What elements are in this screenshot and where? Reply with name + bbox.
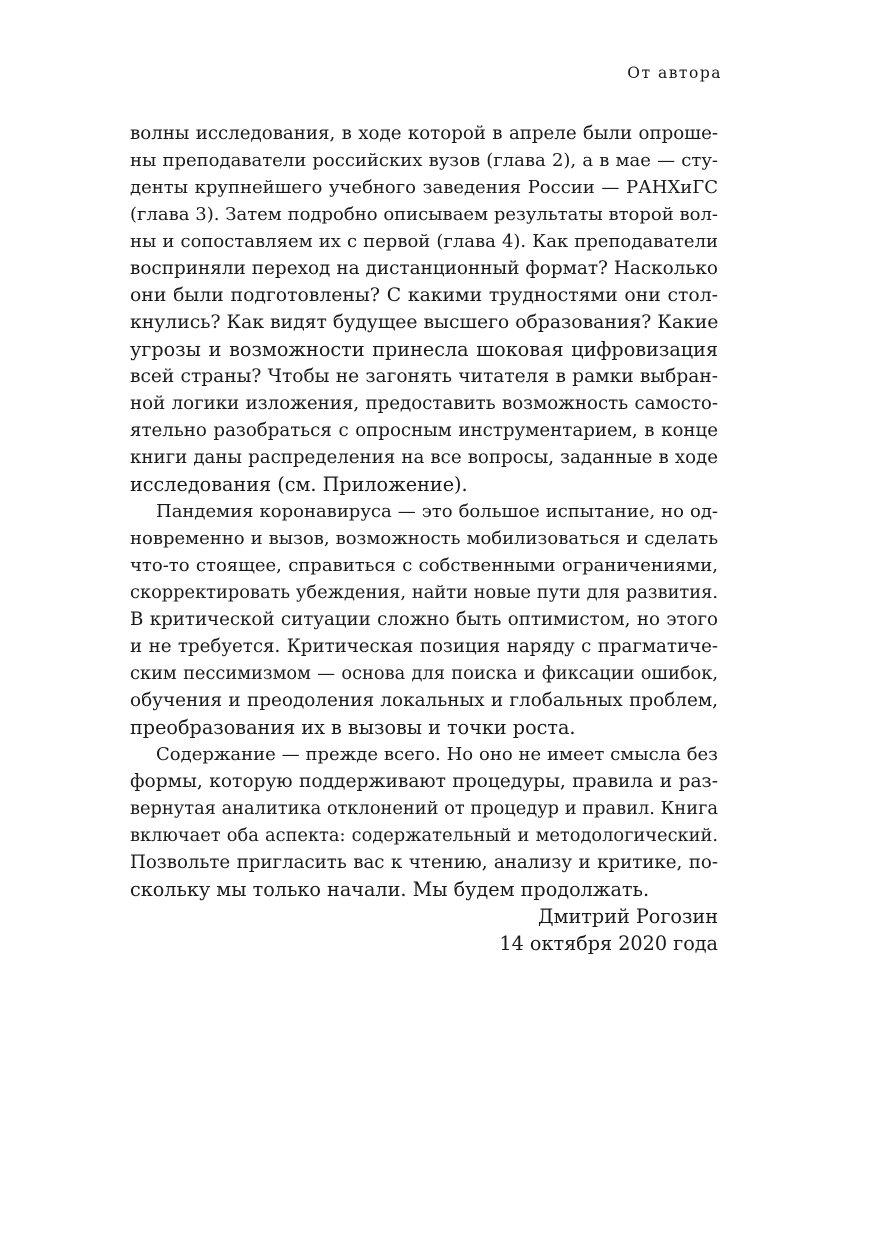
text-line: обучения и преодоления локальных и глобальных проблем, xyxy=(130,690,718,711)
text-line: формы, которую поддерживают процедуры, правила и раз- xyxy=(130,771,718,792)
text-line: волны исследования, в ходе которой в апреле были опроше- xyxy=(130,123,718,144)
signature-author: Дмитрий Рогозин xyxy=(538,905,718,928)
signature xyxy=(130,903,718,957)
text-line: вернутая аналитика отклонений от процедур и правил. Книга xyxy=(130,798,718,819)
text-line: и не требуется. Критическая позиция наряду с прагматиче- xyxy=(130,636,718,657)
text-line: денты крупнейшего учебного заведения России — РАНХиГС xyxy=(130,177,718,198)
text-line: они были подготовлены? С какими трудностями они стол- xyxy=(130,285,718,306)
text-line: Пандемия коронавируса — это большое испытание, но од- xyxy=(156,501,718,522)
text-line: Позвольте пригласить вас к чтению, анализу и критике, по- xyxy=(130,852,718,873)
text-line: всей страны? Чтобы не загонять читателя в рамки выбран- xyxy=(130,366,718,387)
text-line: ским пессимизмом — основа для поиска и фиксации ошибок, xyxy=(130,663,718,684)
text-line: (глава 3). Затем подробно описываем результаты второй вол- xyxy=(130,204,718,225)
signature-date: 14 октября 2020 года xyxy=(499,932,718,955)
text-line: В критической ситуации сложно быть оптимистом, но этого xyxy=(130,609,718,630)
text-line: книги даны распределения на все вопросы, заданные в ходе xyxy=(130,447,718,468)
text-line: скольку мы только начали. Мы будем продолжать. xyxy=(130,878,650,901)
text-line: включает оба аспекта: содержательный и методологический. xyxy=(130,825,718,846)
text-line: новременно и вызов, возможность мобилизоваться и сделать xyxy=(130,528,718,549)
text-line: скорректировать убеждения, найти новые пути для развития. xyxy=(130,582,718,603)
paragraph-3 xyxy=(130,741,718,903)
text-line: что-то стоящее, справиться с собственными ограничениями, xyxy=(130,555,718,576)
text-line: угрозы и возможности принесла шоковая цифровизация xyxy=(130,338,718,361)
paragraph-2 xyxy=(130,498,718,741)
text-line: ной логики изложения, предоставить возможность самосто- xyxy=(130,393,718,414)
text-line: исследования (см. Приложение). xyxy=(130,473,468,496)
text-line: кнулись? Как видят будущее высшего образования? Какие xyxy=(130,312,719,333)
text-line: ны преподаватели российских вузов (глава 2), а в мае — сту- xyxy=(130,150,718,171)
text-line: Содержание — прежде всего. Но оно не имеет смысла без xyxy=(156,744,718,765)
text-line: преобразования их в вызовы и точки роста. xyxy=(130,716,576,739)
paragraph-1 xyxy=(130,120,718,498)
text-line: восприняли переход на дистанционный формат? Насколько xyxy=(130,258,718,279)
text-line: ятельно разобраться с опросным инструментарием, в конце xyxy=(130,420,718,441)
body-text xyxy=(130,120,718,957)
text-line: ны и сопоставляем их с первой (глава 4). Как преподаватели xyxy=(130,231,718,252)
running-title: От автора xyxy=(627,64,722,82)
